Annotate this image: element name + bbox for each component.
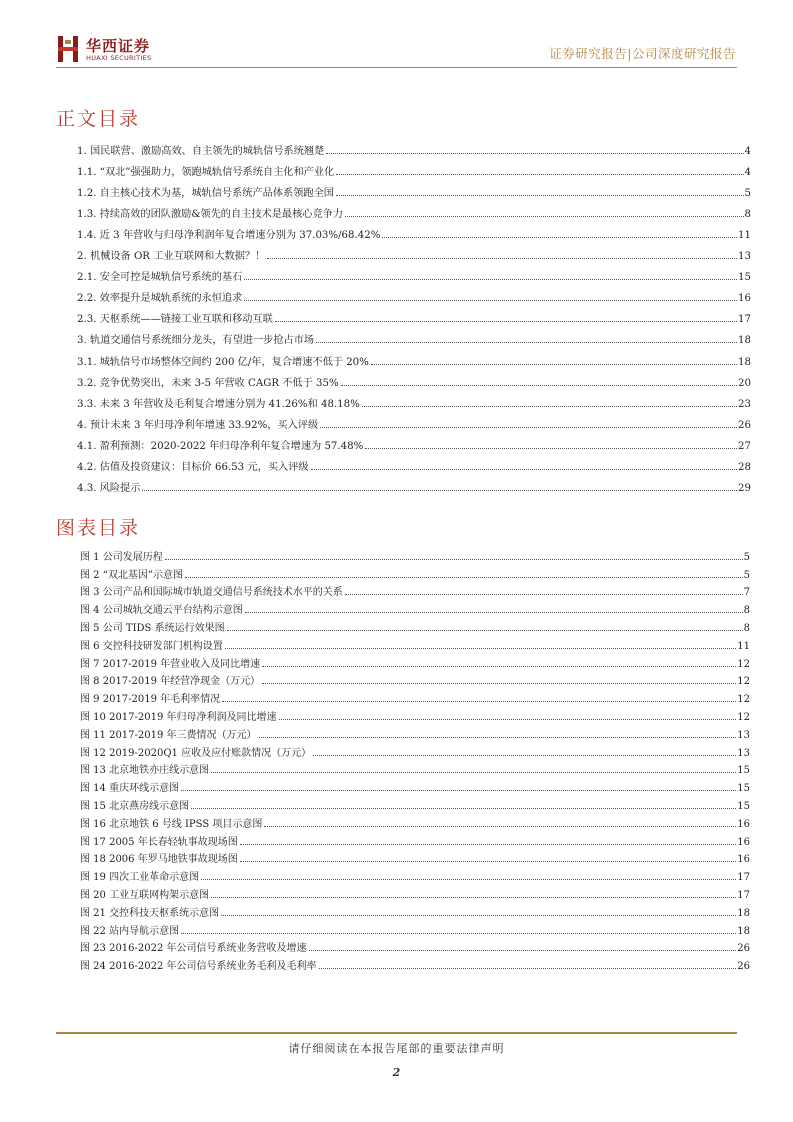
- figure-toc-entry-page-number[interactable]: 18: [737, 925, 750, 937]
- figure-toc-entry-label[interactable]: 图 20 工业互联网构架示意图: [80, 889, 210, 901]
- figure-toc-entry[interactable]: [80, 901, 750, 919]
- dot-leader: [345, 215, 743, 217]
- dot-leader: [142, 489, 737, 491]
- figure-toc-entry-page-number[interactable]: 16: [737, 818, 750, 830]
- dot-leader: [336, 173, 743, 175]
- figure-toc-entry-label[interactable]: 图 1 公司发展历程: [80, 551, 163, 563]
- dot-leader: [244, 278, 737, 280]
- figure-toc-entry-label[interactable]: 图 14 重庆环线示意图: [80, 783, 180, 795]
- dot-leader: [227, 629, 743, 631]
- dot-leader: [365, 447, 737, 449]
- figure-toc-entry-page-number[interactable]: 8: [743, 605, 750, 617]
- figure-toc-entry-page-number[interactable]: 13: [737, 729, 750, 741]
- toc-entry-page-number[interactable]: 23: [738, 398, 751, 410]
- toc-entry-label[interactable]: 1.3. 持续高效的团队激励&领先的自主技术是最核心竞争力: [77, 209, 344, 221]
- toc-entry-page-number[interactable]: 27: [738, 440, 751, 452]
- figure-toc-entry-page-number[interactable]: 7: [743, 587, 750, 599]
- toc-entry-label[interactable]: 2.1. 安全可控是城轨信号系统的基石: [77, 272, 243, 284]
- toc-entry-label[interactable]: 1. 国民联营、激励高效、自主领先的城轨信号系统翘楚: [77, 146, 325, 158]
- toc-entry-page-number[interactable]: 28: [738, 461, 751, 473]
- figure-toc-entry-label[interactable]: 图 9 2017-2019 年毛利率情况: [80, 694, 221, 706]
- figure-toc-entry-page-number[interactable]: 11: [737, 640, 750, 652]
- figure-toc-entry-label[interactable]: 图 24 2016-2022 年公司信号系统业务毛利及毛利率: [80, 961, 317, 973]
- logo-chinese-name: 华西证券: [86, 37, 151, 55]
- toc-entry[interactable]: [77, 431, 751, 452]
- page-number: 2: [392, 1066, 401, 1079]
- logo-english-name: HUAXI SECURITIES: [86, 54, 152, 62]
- toc-entry-page-number[interactable]: 17: [738, 314, 751, 326]
- dot-leader: [245, 611, 743, 613]
- figure-toc-entry-label[interactable]: 图 21 交控科技天枢系统示意图: [80, 907, 220, 919]
- figure-toc-entry-page-number[interactable]: 17: [737, 889, 750, 901]
- figure-toc-entry-page-number[interactable]: 12: [737, 694, 750, 706]
- figure-toc-entry-label[interactable]: 图 15 北京燕房线示意图: [80, 800, 190, 812]
- figure-toc-entry-label[interactable]: 图 5 公司 TIDS 系统运行效果图: [80, 622, 225, 634]
- figure-toc-entry-page-number[interactable]: 12: [737, 711, 750, 723]
- figure-toc-entry-label[interactable]: 图 12 2019-2020Q1 应收及应付账款情况（万元）: [80, 747, 312, 759]
- dot-leader: [181, 932, 736, 934]
- toc-entry-label[interactable]: 4.1. 盈利预测：2020-2022 年归母净利年复合增速为 57.48%: [77, 440, 364, 452]
- toc-entry-page-number[interactable]: 4: [744, 146, 751, 158]
- dot-leader: [225, 647, 737, 649]
- dot-leader: [267, 257, 737, 259]
- dot-leader: [240, 860, 737, 862]
- dot-leader: [279, 718, 737, 720]
- figure-toc-entry[interactable]: [80, 937, 750, 955]
- main-toc-list: [77, 136, 751, 494]
- toc-entry-page-number[interactable]: 20: [738, 377, 751, 389]
- figure-toc-entry-label[interactable]: 图 23 2016-2022 年公司信号系统业务营收及增速: [80, 943, 307, 955]
- figure-toc-entry-page-number[interactable]: 12: [737, 676, 750, 688]
- dot-leader: [221, 914, 736, 916]
- dot-leader: [316, 341, 737, 343]
- figure-toc-entry[interactable]: [80, 830, 750, 848]
- dot-leader: [371, 363, 737, 365]
- dot-leader: [211, 771, 736, 773]
- toc-entry-label[interactable]: 1.4. 近 3 年营收与归母净利润年复合增速分别为 37.03%/68.42%: [77, 230, 381, 242]
- figure-toc-entry-page-number[interactable]: 15: [737, 783, 750, 795]
- figure-toc-entry-label[interactable]: 图 11 2017-2019 年三费情况（万元）: [80, 729, 257, 741]
- toc-entry[interactable]: [77, 452, 751, 473]
- huaxi-logo-icon: [56, 34, 80, 64]
- figure-toc-entry-page-number[interactable]: 5: [743, 551, 750, 563]
- figure-toc-entry-label[interactable]: 图 3 公司产品和国际城市轨道交通信号系统技术水平的关系: [80, 587, 343, 599]
- figure-toc-entry[interactable]: [80, 545, 750, 563]
- toc-entry-label[interactable]: 2.3. 天枢系统——链接工业互联和移动互联: [77, 314, 273, 326]
- figure-toc-entry-page-number[interactable]: 15: [737, 800, 750, 812]
- toc-entry-label[interactable]: 1.2. 自主核心技术为基，城轨信号系统产品体系领跑全国: [77, 188, 334, 200]
- dot-leader: [319, 967, 737, 969]
- figure-toc-entry[interactable]: [80, 776, 750, 794]
- figure-toc-entry[interactable]: [80, 616, 750, 634]
- dot-leader: [240, 843, 737, 845]
- toc-entry[interactable]: [77, 304, 751, 325]
- figure-toc-entry-page-number[interactable]: 12: [737, 658, 750, 670]
- dot-leader: [244, 299, 737, 301]
- dot-leader: [211, 896, 736, 898]
- figure-toc-entry-label[interactable]: 图 8 2017-2019 年经营净现金（万元）: [80, 676, 261, 688]
- toc-entry-label[interactable]: 3.3. 未来 3 年营收及毛利复合增速分别为 41.26%和 48.18%: [77, 398, 360, 410]
- figure-toc-entry[interactable]: [80, 759, 750, 777]
- toc-entry-page-number[interactable]: 26: [738, 419, 751, 431]
- dot-leader: [264, 825, 736, 827]
- figure-toc-entry[interactable]: [80, 563, 750, 581]
- toc-entry[interactable]: [77, 389, 751, 410]
- figure-toc-entry[interactable]: [80, 723, 750, 741]
- dot-leader: [185, 576, 743, 578]
- figure-toc-entry-page-number[interactable]: 15: [737, 765, 750, 777]
- figure-toc-entry-page-number[interactable]: 18: [737, 907, 750, 919]
- figure-toc-entry-page-number[interactable]: 13: [737, 747, 750, 759]
- figure-toc-entry[interactable]: [80, 848, 750, 866]
- figure-toc-entry-page-number[interactable]: 16: [737, 854, 750, 866]
- figure-toc-entry[interactable]: [80, 687, 750, 705]
- figures-toc-list: [80, 545, 750, 972]
- dot-leader: [336, 194, 744, 196]
- main-toc-title: 正文目录: [56, 108, 141, 130]
- figure-toc-entry[interactable]: [80, 741, 750, 759]
- toc-entry-label[interactable]: 4.2. 估值及投资建议：目标价 66.53 元，买入评级: [77, 461, 309, 473]
- figure-toc-entry-label[interactable]: 图 16 北京地铁 6 号线 IPSS 项目示意图: [80, 818, 263, 830]
- figure-toc-entry-label[interactable]: 图 22 站内导航示意图: [80, 925, 180, 937]
- figure-toc-entry[interactable]: [80, 670, 750, 688]
- toc-entry-page-number[interactable]: 8: [744, 209, 751, 221]
- dot-leader: [313, 754, 736, 756]
- dot-leader: [341, 384, 737, 386]
- figure-toc-entry-label[interactable]: 图 2 “双北基因”示意图: [80, 569, 183, 581]
- figure-toc-entry-page-number[interactable]: 16: [737, 836, 750, 848]
- toc-entry[interactable]: [77, 220, 751, 241]
- toc-entry[interactable]: [77, 410, 751, 431]
- figure-toc-entry[interactable]: [80, 581, 750, 599]
- figure-toc-entry[interactable]: [80, 634, 750, 652]
- dot-leader: [262, 665, 736, 667]
- toc-entry[interactable]: [77, 325, 751, 346]
- toc-entry-label[interactable]: 1.1. “双北”强强助力，领跑城轨信号系统自主化和产业化: [77, 167, 335, 179]
- figure-toc-entry[interactable]: [80, 883, 750, 901]
- figure-toc-entry-label[interactable]: 图 19 四次工业革命示意图: [80, 872, 200, 884]
- toc-entry[interactable]: [77, 241, 751, 262]
- toc-entry-page-number[interactable]: 5: [744, 188, 751, 200]
- toc-entry-page-number[interactable]: 13: [738, 251, 751, 263]
- toc-entry[interactable]: [77, 178, 751, 199]
- header-divider: [56, 67, 737, 68]
- toc-entry-page-number[interactable]: 4: [744, 167, 751, 179]
- figure-toc-entry-label[interactable]: 图 18 2006 年罗马地铁事故现场图: [80, 854, 238, 866]
- toc-entry-label[interactable]: 2.2. 效率提升是城轨系统的永恒追求: [77, 293, 243, 305]
- dot-leader: [382, 236, 737, 238]
- toc-entry[interactable]: [77, 283, 751, 304]
- figure-toc-entry[interactable]: [80, 865, 750, 883]
- figure-toc-entry[interactable]: [80, 954, 750, 972]
- page-header: [0, 0, 793, 70]
- legal-disclaimer-note: 请仔细阅读在本报告尾部的重要法律声明: [288, 1042, 505, 1055]
- figure-toc-entry-page-number[interactable]: 17: [737, 872, 750, 884]
- toc-entry[interactable]: [77, 262, 751, 283]
- toc-entry-label[interactable]: 3. 轨道交通信号系统细分龙头，有望进一步抢占市场: [77, 335, 315, 347]
- dot-leader: [309, 949, 737, 951]
- figure-toc-entry[interactable]: [80, 598, 750, 616]
- toc-entry[interactable]: [77, 346, 751, 367]
- toc-entry-label[interactable]: 3.2. 竞争优势突出，未来 3-5 年营收 CAGR 不低于 35%: [77, 377, 339, 389]
- figure-toc-entry-label[interactable]: 图 7 2017-2019 年营业收入及同比增速: [80, 658, 261, 670]
- figure-toc-entry[interactable]: [80, 794, 750, 812]
- toc-entry-page-number[interactable]: 16: [738, 293, 751, 305]
- figure-toc-entry-page-number[interactable]: 8: [743, 622, 750, 634]
- figure-toc-entry-page-number[interactable]: 26: [737, 961, 750, 973]
- figure-toc-entry-label[interactable]: 图 17 2005 年长春轻轨事故现场图: [80, 836, 238, 848]
- toc-entry-label[interactable]: 3.1. 城轨信号市场整体空间约 200 亿/年，复合增速不低于 20%: [77, 356, 369, 368]
- toc-entry[interactable]: [77, 368, 751, 389]
- toc-entry-label[interactable]: 4. 预计未来 3 年归母净利年增速 33.92%，买入评级: [77, 419, 319, 431]
- dot-leader: [311, 468, 738, 470]
- figure-toc-entry-label[interactable]: 图 13 北京地铁亦庄线示意图: [80, 765, 210, 777]
- toc-entry[interactable]: [77, 157, 751, 178]
- toc-entry-label[interactable]: 4.3. 风险提示: [77, 482, 141, 494]
- figure-toc-entry-label[interactable]: 图 6 交控科技研发部门机构设置: [80, 640, 223, 652]
- figure-toc-entry[interactable]: [80, 812, 750, 830]
- figure-toc-entry-label[interactable]: 图 10 2017-2019 年归母净利润及同比增速: [80, 711, 277, 723]
- toc-entry-page-number[interactable]: 15: [738, 272, 751, 284]
- dot-leader: [326, 152, 743, 154]
- toc-entry-page-number[interactable]: 18: [738, 356, 751, 368]
- huaxi-logo: [56, 34, 176, 66]
- toc-entry-page-number[interactable]: 18: [738, 335, 751, 347]
- toc-entry[interactable]: [77, 473, 751, 494]
- dot-leader: [165, 558, 743, 560]
- dot-leader: [191, 807, 736, 809]
- footer-divider: [56, 1032, 737, 1034]
- dot-leader: [201, 878, 736, 880]
- figure-toc-entry-label[interactable]: 图 4 公司城轨交通云平台结构示意图: [80, 605, 243, 617]
- dot-leader: [345, 593, 743, 595]
- figure-toc-entry-page-number[interactable]: 26: [737, 943, 750, 955]
- toc-entry-page-number[interactable]: 29: [738, 482, 751, 494]
- toc-entry-page-number[interactable]: 11: [738, 230, 751, 242]
- dot-leader: [320, 426, 737, 428]
- figure-toc-entry[interactable]: [80, 705, 750, 723]
- dot-leader: [262, 682, 736, 684]
- dot-leader: [259, 736, 737, 738]
- figure-toc-entry-page-number[interactable]: 5: [743, 569, 750, 581]
- dot-leader: [362, 405, 737, 407]
- toc-entry-label[interactable]: 2. 机械设备 OR 工业互联网和大数据？！: [77, 251, 266, 263]
- toc-entry[interactable]: [77, 199, 751, 220]
- dot-leader: [275, 320, 737, 322]
- figures-toc-title: 图表目录: [56, 517, 141, 539]
- report-type-label: 证券研究报告|公司深度研究报告: [549, 46, 736, 61]
- figure-toc-entry[interactable]: [80, 919, 750, 937]
- dot-leader: [181, 789, 736, 791]
- figure-toc-entry[interactable]: [80, 652, 750, 670]
- toc-entry[interactable]: [77, 136, 751, 157]
- dot-leader: [222, 700, 736, 702]
